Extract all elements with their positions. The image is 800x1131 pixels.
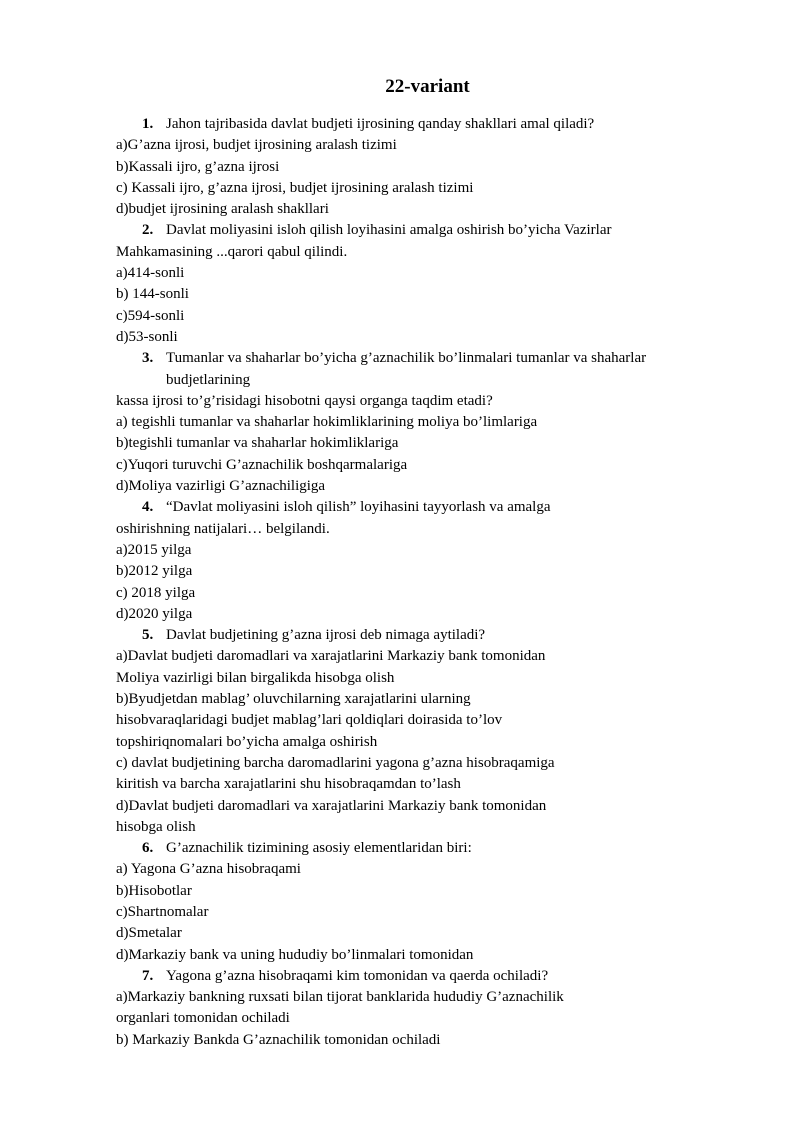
question-number: 2. (142, 222, 154, 239)
answer-option-line: a)414-sonli (116, 265, 185, 282)
answer-option-line: topshiriqnomalari bo’yicha amalga oshirish (116, 733, 378, 750)
answer-option (116, 412, 716, 433)
answer-option-line: c) 2018 yilga (116, 584, 196, 601)
answer-option-line: b)tegishli tumanlar va shaharlar hokimliklariga (116, 435, 399, 452)
answer-option (116, 263, 716, 284)
answer-option-line: kiritish va barcha xarajatlarini shu hisobraqamdan to’lash (116, 776, 461, 793)
question-list (116, 114, 716, 1051)
answer-option-line: b)2012 yilga (116, 563, 193, 580)
question-number: 1. (142, 116, 154, 132)
answer-option-line: organlari tomonidan ochiladi (116, 1010, 290, 1027)
answer-option-line: b)Byudjetdan mablag’ oluvchilarning xarajatlarini ularning (116, 691, 471, 708)
answer-option (116, 902, 716, 923)
question-text-continuation: kassa ijrosi to’g’risidagi hisobotni qaysi organga taqdim etadi? (116, 392, 493, 409)
question-number: 7. (142, 967, 154, 984)
answer-option (116, 135, 716, 156)
answer-option-line: d)budjet ijrosining aralash shakllari (116, 201, 329, 218)
question-text-line: Yagona g’azna hisobraqami kim tomonidan va qaerda ochiladi? (166, 967, 549, 984)
answer-option-line: b)Hisobotlar (116, 882, 192, 899)
question-text (116, 348, 716, 369)
question-block (116, 625, 716, 838)
question-text (116, 625, 716, 646)
question-text-line: “Davlat moliyasini isloh qilish” loyihasini tayyorlash va amalga (166, 499, 551, 516)
answer-option (116, 284, 716, 305)
question-block (116, 966, 716, 1051)
answer-option-line: hisobga olish (116, 818, 196, 835)
answer-option (116, 540, 716, 561)
answer-option (116, 753, 716, 796)
answer-option-line: b) 144-sonli (116, 286, 189, 303)
answer-option-line: d)Moliya vazirligi G’aznachiligiga (116, 478, 326, 495)
question-text (116, 114, 716, 135)
question-text (116, 966, 716, 987)
answer-option-line: d)Smetalar (116, 925, 182, 942)
answer-option (116, 945, 716, 966)
answer-option (116, 1030, 716, 1051)
answer-option (116, 859, 716, 880)
question-block (116, 114, 716, 220)
answer-option-line: a) Yagona G’azna hisobraqami (116, 861, 301, 878)
answer-option (116, 881, 716, 902)
question-text (116, 220, 716, 241)
answer-option (116, 199, 716, 220)
answer-option (116, 561, 716, 582)
question-text-continuation: oshirishning natijalari… belgilandi. (116, 520, 330, 537)
answer-option-line: d)2020 yilga (116, 605, 193, 622)
answer-option-line: a)Davlat budjeti daromadlari va xarajatlarini Markaziy bank tomonidan (116, 648, 546, 665)
question-number: 4. (142, 499, 154, 516)
answer-option-line: c)594-sonli (116, 307, 185, 324)
answer-option (116, 455, 716, 476)
answer-option (116, 327, 716, 348)
answer-option-line: a) tegishli tumanlar va shaharlar hokimliklarining moliya bo’limlariga (116, 414, 538, 431)
answer-option (116, 306, 716, 327)
question-block (116, 348, 716, 497)
question-text-line: G’aznachilik tizimining asosiy elementlaridan biri: (166, 840, 472, 857)
answer-option (116, 157, 716, 178)
answer-option (116, 178, 716, 199)
question-text-line: Davlat moliyasini isloh qilish loyihasini amalga oshirish bo’yicha Vazirlar (166, 222, 612, 239)
question-text (116, 497, 716, 518)
answer-option (116, 583, 716, 604)
answer-option-line: c) davlat budjetining barcha daromadlarini yagona g’azna hisobraqamiga (116, 754, 555, 771)
answer-option (116, 433, 716, 454)
question-number: 5. (142, 627, 154, 644)
answer-option-line: d)53-sonli (116, 328, 178, 345)
answer-option-line: Moliya vazirligi bilan birgalikda hisobga olish (116, 669, 395, 686)
answer-option (116, 987, 716, 1030)
answer-option-line: hisobvaraqlaridagi budjet mablag’lari qoldiqlari doirasida to’lov (116, 712, 503, 729)
question-text-line: Tumanlar va shaharlar bo’yicha g’aznachilik bo’linmalari tumanlar va shaharlar (166, 350, 647, 367)
question-block (116, 220, 716, 348)
answer-option-line: b)Kassali ijro, g’azna ijrosi (116, 158, 280, 175)
answer-option-line: b) Markaziy Bankda G’aznachilik tomonidan ochiladi (116, 1031, 441, 1048)
answer-option (116, 646, 716, 689)
question-text-line: Davlat budjetining g’azna ijrosi deb nimaga aytiladi? (166, 627, 486, 644)
document-title: 22-variant (385, 76, 470, 97)
question-text (116, 838, 716, 859)
question-text-continuation: Mahkamasining ...qarori qabul qilindi. (116, 243, 348, 260)
question-number: 6. (142, 840, 154, 857)
question-text (116, 370, 716, 391)
answer-option (116, 604, 716, 625)
answer-option-line: d)Markaziy bank va uning hududiy bo’linmalari tomonidan (116, 946, 474, 963)
answer-option-line: a)G’azna ijrosi, budjet ijrosining aralash tizimi (116, 137, 397, 154)
answer-option-line: a)2015 yilga (116, 541, 192, 558)
answer-option (116, 796, 716, 839)
answer-option-line: c)Yuqori turuvchi G’aznachilik boshqarmalariga (116, 456, 408, 473)
answer-option-line: a)Markaziy bankning ruxsati bilan tijorat banklarida hududiy G’aznachilik (116, 989, 564, 1006)
question-block (116, 838, 716, 966)
answer-option (116, 476, 716, 497)
question-text-line: budjetlarining (166, 371, 251, 388)
question-number: 3. (142, 350, 154, 367)
answer-option (116, 923, 716, 944)
answer-option-line: c)Shartnomalar (116, 903, 209, 920)
answer-option-line: c) Kassali ijro, g’azna ijrosi, budjet ijrosining aralash tizimi (116, 179, 474, 196)
question-block (116, 497, 716, 625)
answer-option-line: d)Davlat budjeti daromadlari va xarajatlarini Markaziy bank tomonidan (116, 797, 547, 814)
question-text-line: Jahon tajribasida davlat budjeti ijrosining qanday shakllari amal qiladi? (166, 116, 595, 132)
answer-option (116, 689, 716, 753)
